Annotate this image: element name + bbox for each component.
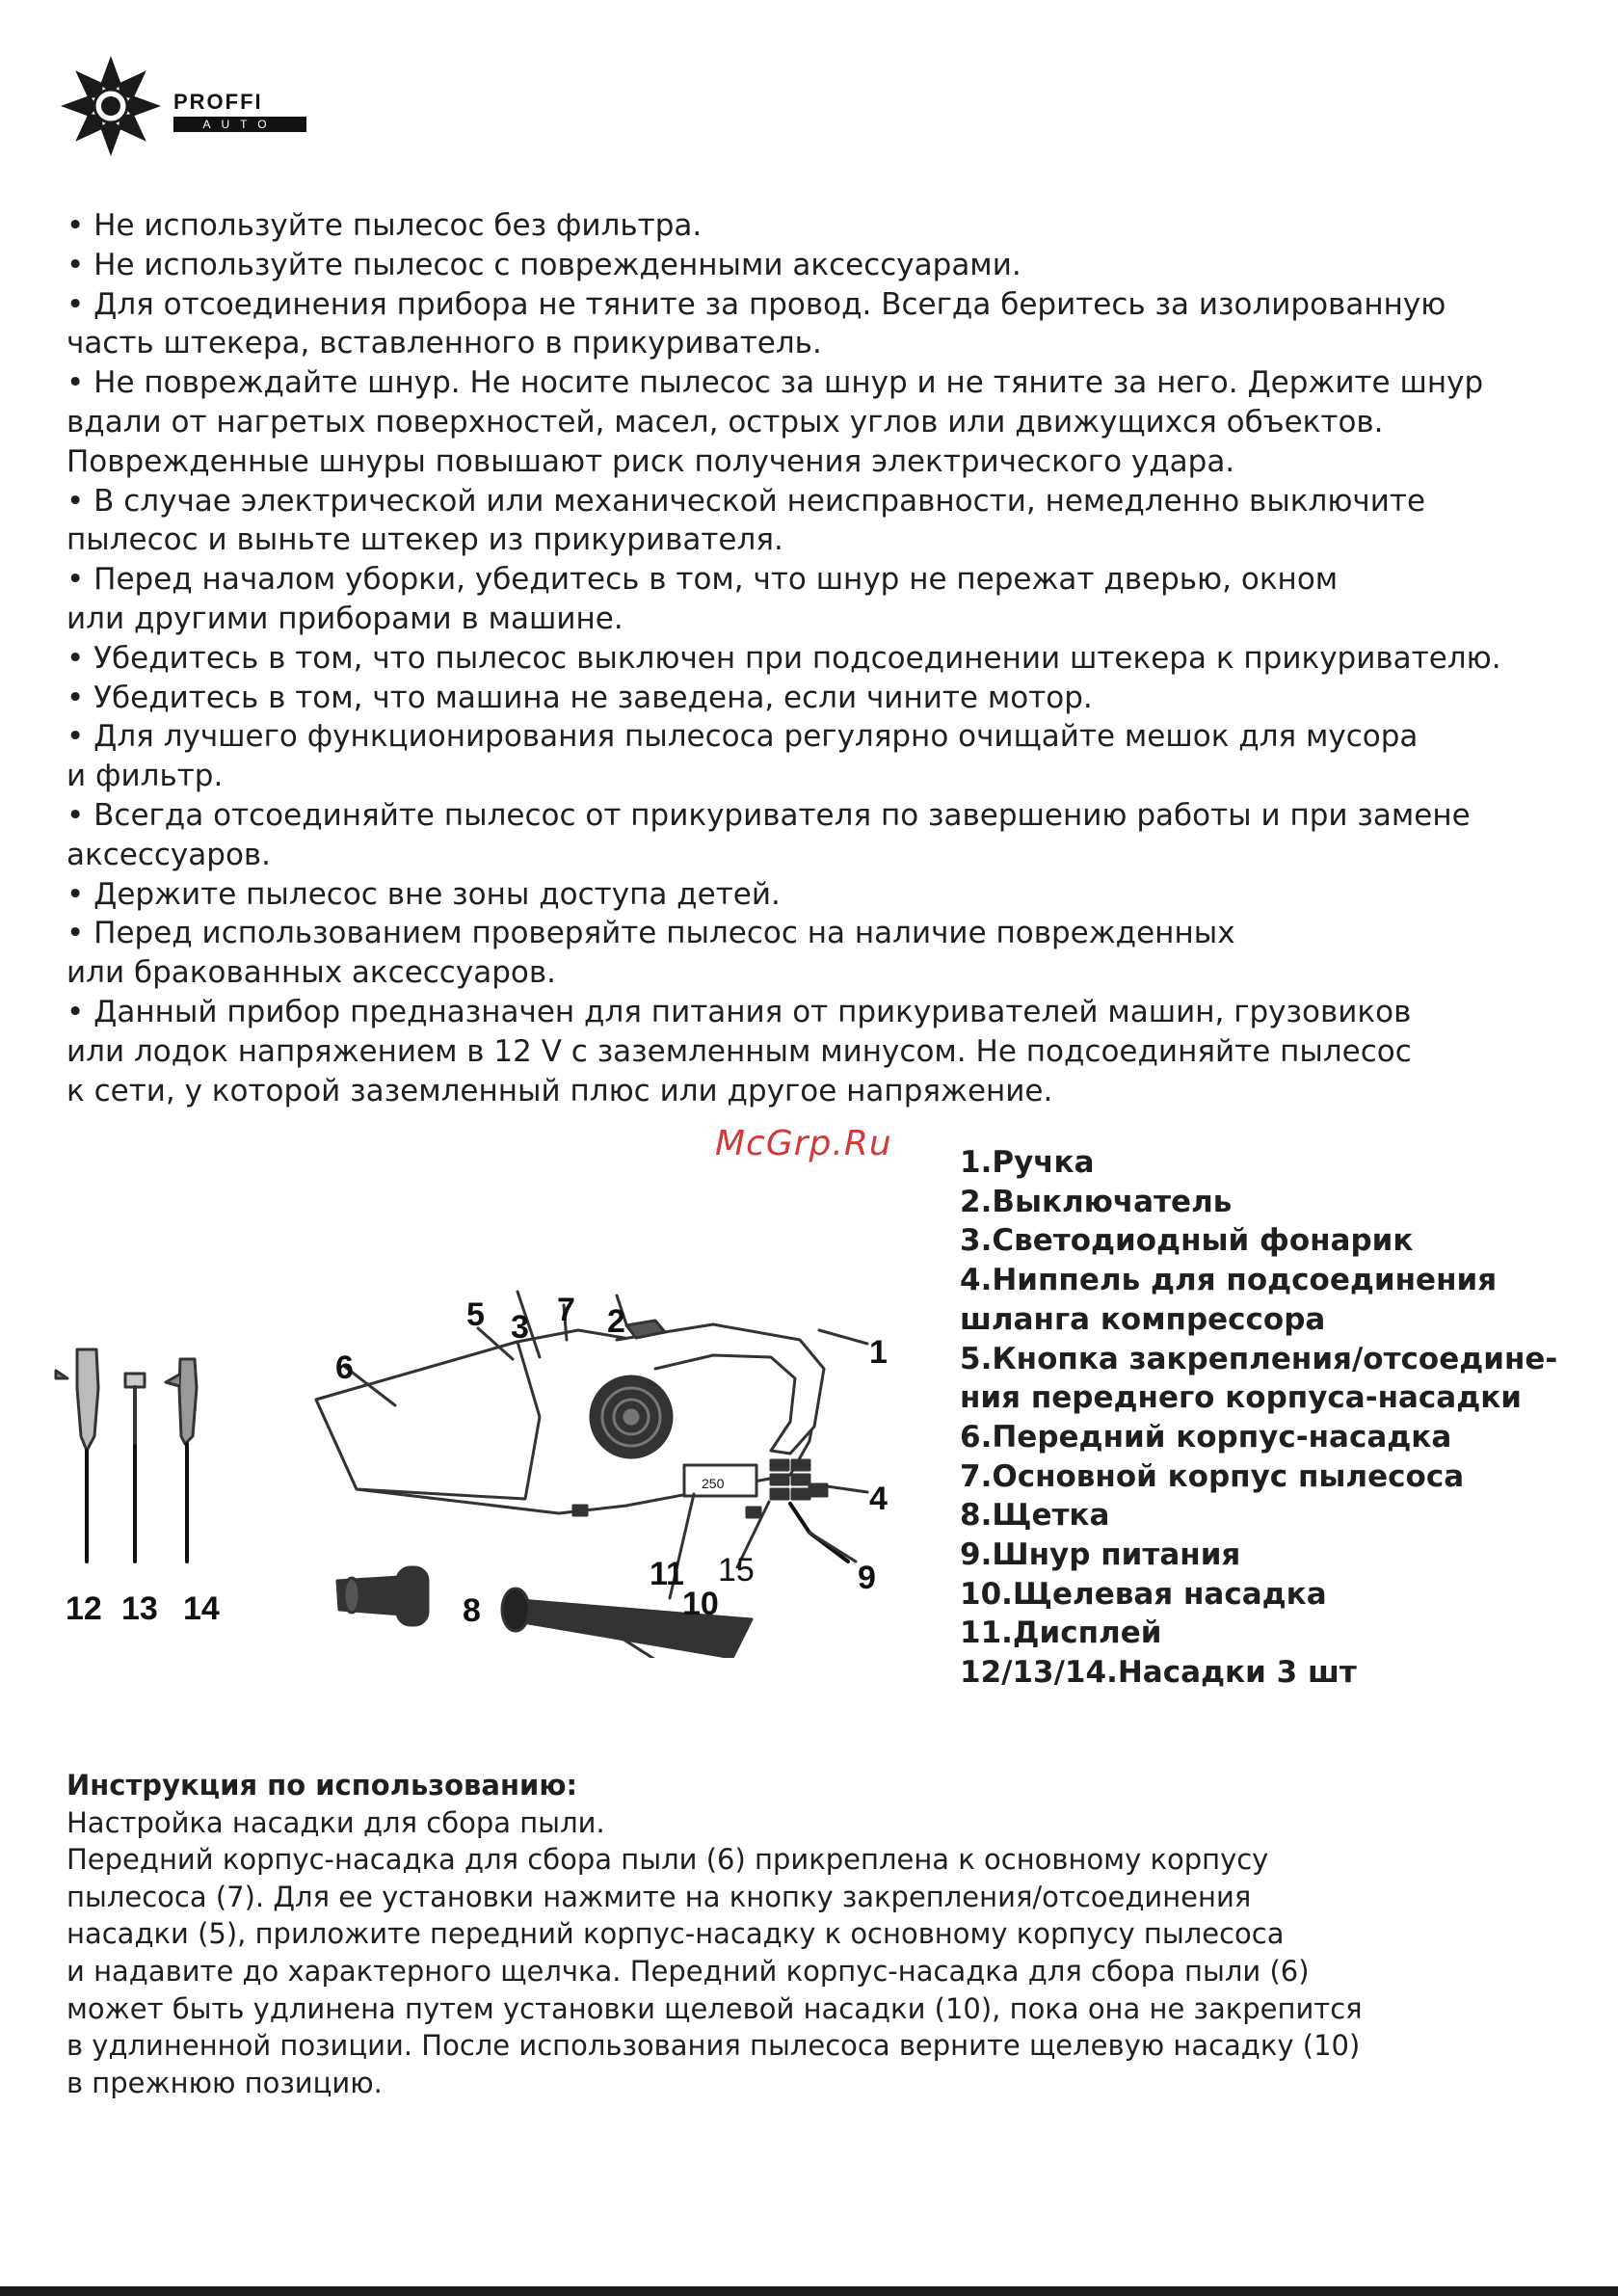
warning-line: Поврежденные шнуры повышают риск получения электрического удара. xyxy=(66,443,1235,479)
brush-8-icon xyxy=(337,1567,428,1625)
part-line: 3.Светодиодный фонарик xyxy=(960,1223,1414,1259)
warning-line: • Не используйте пылесос с поврежденными аксессуарами. xyxy=(66,247,1021,282)
callout-10: 10 xyxy=(682,1586,719,1622)
part-line: 9.Шнур питания xyxy=(960,1537,1241,1573)
vacuum-diagram xyxy=(39,1282,925,1658)
part-line: 10.Щелевая насадка xyxy=(960,1576,1327,1612)
callout-12: 12 xyxy=(66,1590,102,1627)
warning-line: • Для лучшего функционирования пылесоса регулярно очищайте мешок для мусора xyxy=(66,719,1419,755)
warning-line: • Держите пылесос вне зоны доступа детей. xyxy=(66,876,781,912)
warning-line: часть штекера, вставленного в прикуриватель. xyxy=(66,326,822,361)
instruction-line: в удлиненной позиции. После использования пылесоса верните щелевую насадку (10) xyxy=(66,2029,1361,2063)
warning-line: или лодок напряжением в 12 V с заземленным минусом. Не подсоединяйте пылесос xyxy=(66,1033,1412,1069)
part-line: 11.Дисплей xyxy=(960,1615,1162,1651)
instructions-heading: Инструкция по использованию: xyxy=(66,1769,578,1802)
warning-line: • Не используйте пылесос без фильтра. xyxy=(66,208,703,243)
warning-line: • Для отсоединения прибора не тяните за провод. Всегда беритесь за изолированную xyxy=(66,286,1446,322)
part-line: ния переднего корпуса-насадки xyxy=(960,1380,1523,1416)
warning-line: • Данный прибор предназначен для питания от прикуривателей машин, грузовиков xyxy=(66,994,1412,1029)
callout-13: 13 xyxy=(121,1590,158,1627)
warning-line: пылесос и выньте штекер из прикуривателя. xyxy=(66,522,783,558)
part-line: 12/13/14.Насадки 3 шт xyxy=(960,1655,1357,1691)
display-readout: 250 xyxy=(702,1476,725,1491)
warning-line: • Перед началом уборки, убедитесь в том, что шнур не пережат дверью, окном xyxy=(66,562,1339,598)
safety-warnings xyxy=(66,206,1570,1110)
warning-line: или другими приборами в машине. xyxy=(66,601,623,636)
instruction-line: и надавите до характерного щелчка. Передний корпус-насадка для сбора пыли (6) xyxy=(66,1954,1310,1988)
warning-line: к сети, у которой заземленный плюс или другое напряжение. xyxy=(66,1073,1053,1108)
brand-subtitle: AUTO xyxy=(173,117,306,132)
instruction-line: Передний корпус-насадка для сбора пыли (6) прикреплена к основному корпусу xyxy=(66,1843,1269,1877)
callout-9: 9 xyxy=(858,1560,876,1596)
part-line: 1.Ручка xyxy=(960,1145,1095,1180)
part-line: шланга компрессора xyxy=(960,1301,1326,1337)
warning-line: • Всегда отсоединяйте пылесос от прикуривателя по завершению работы и при замене xyxy=(66,797,1471,833)
vacuum-body xyxy=(316,1321,848,1562)
callout-14: 14 xyxy=(183,1590,220,1627)
callout-8: 8 xyxy=(463,1592,481,1629)
nozzle-14-icon xyxy=(166,1359,197,1562)
parts-list xyxy=(960,1143,1557,1693)
callout-11: 11 xyxy=(650,1556,684,1592)
warning-line: вдали от нагретых поверхностей, масел, острых углов или движущихся объектов. xyxy=(66,404,1384,440)
nozzle-12-icon xyxy=(56,1349,98,1562)
warning-line: • Не повреждайте шнур. Не носите пылесос за шнур и не тяните за него. Держите шнур xyxy=(66,365,1484,401)
usage-instructions xyxy=(66,1767,1570,2101)
callout-15: 15 xyxy=(718,1552,755,1589)
warning-line: или бракованных аксессуаров. xyxy=(66,955,556,991)
warning-line: • Перед использованием проверяйте пылесос на наличие поврежденных xyxy=(66,916,1235,951)
part-line: 2.Выключатель xyxy=(960,1184,1233,1219)
warning-line: аксессуаров. xyxy=(66,837,272,872)
part-line: 8.Щетка xyxy=(960,1498,1110,1534)
part-line: 4.Ниппель для подсоединения xyxy=(960,1263,1498,1298)
part-line: 6.Передний корпус-насадка xyxy=(960,1419,1452,1455)
nozzle-13-icon xyxy=(125,1374,145,1562)
warning-line: • В случае электрической или механической неисправности, немедленно выключите xyxy=(66,483,1426,519)
part-line: 5.Кнопка закрепления/отсоедине- xyxy=(960,1341,1558,1376)
instruction-line: в прежнюю позицию. xyxy=(66,2066,383,2099)
warning-line: • Убедитесь в том, что пылесос выключен при подсоединении штекера к прикуривателю. xyxy=(66,640,1501,676)
callout-5: 5 xyxy=(466,1296,485,1333)
callout-6: 6 xyxy=(335,1349,354,1386)
callout-2: 2 xyxy=(607,1303,625,1340)
callout-4: 4 xyxy=(869,1481,888,1517)
part-line: 7.Основной корпус пылесоса xyxy=(960,1458,1465,1494)
page-bottom-border xyxy=(0,2286,1618,2296)
instruction-line: насадки (5), приложите передний корпус-насадку к основному корпусу пылесоса xyxy=(66,1917,1285,1951)
star-emblem-icon xyxy=(58,53,164,159)
callout-1: 1 xyxy=(869,1334,888,1371)
callout-7: 7 xyxy=(557,1292,575,1328)
warning-line: и фильтр. xyxy=(66,759,224,794)
warning-line: • Убедитесь в том, что машина не заведена, если чините мотор. xyxy=(66,680,1093,715)
instruction-line: пылесоса (7). Для ее установки нажмите на кнопку закрепления/отсоединения xyxy=(66,1880,1252,1913)
callout-3: 3 xyxy=(511,1309,529,1346)
watermark-text: McGrp.Ru xyxy=(715,1124,892,1163)
brand-logo xyxy=(58,53,318,164)
instruction-line: может быть удлинена путем установки щелевой насадки (10), пока она не закрепится xyxy=(66,1991,1363,2025)
brand-name: PROFFI xyxy=(173,90,263,114)
instruction-line: Настройка насадки для сбора пыли. xyxy=(66,1805,605,1839)
